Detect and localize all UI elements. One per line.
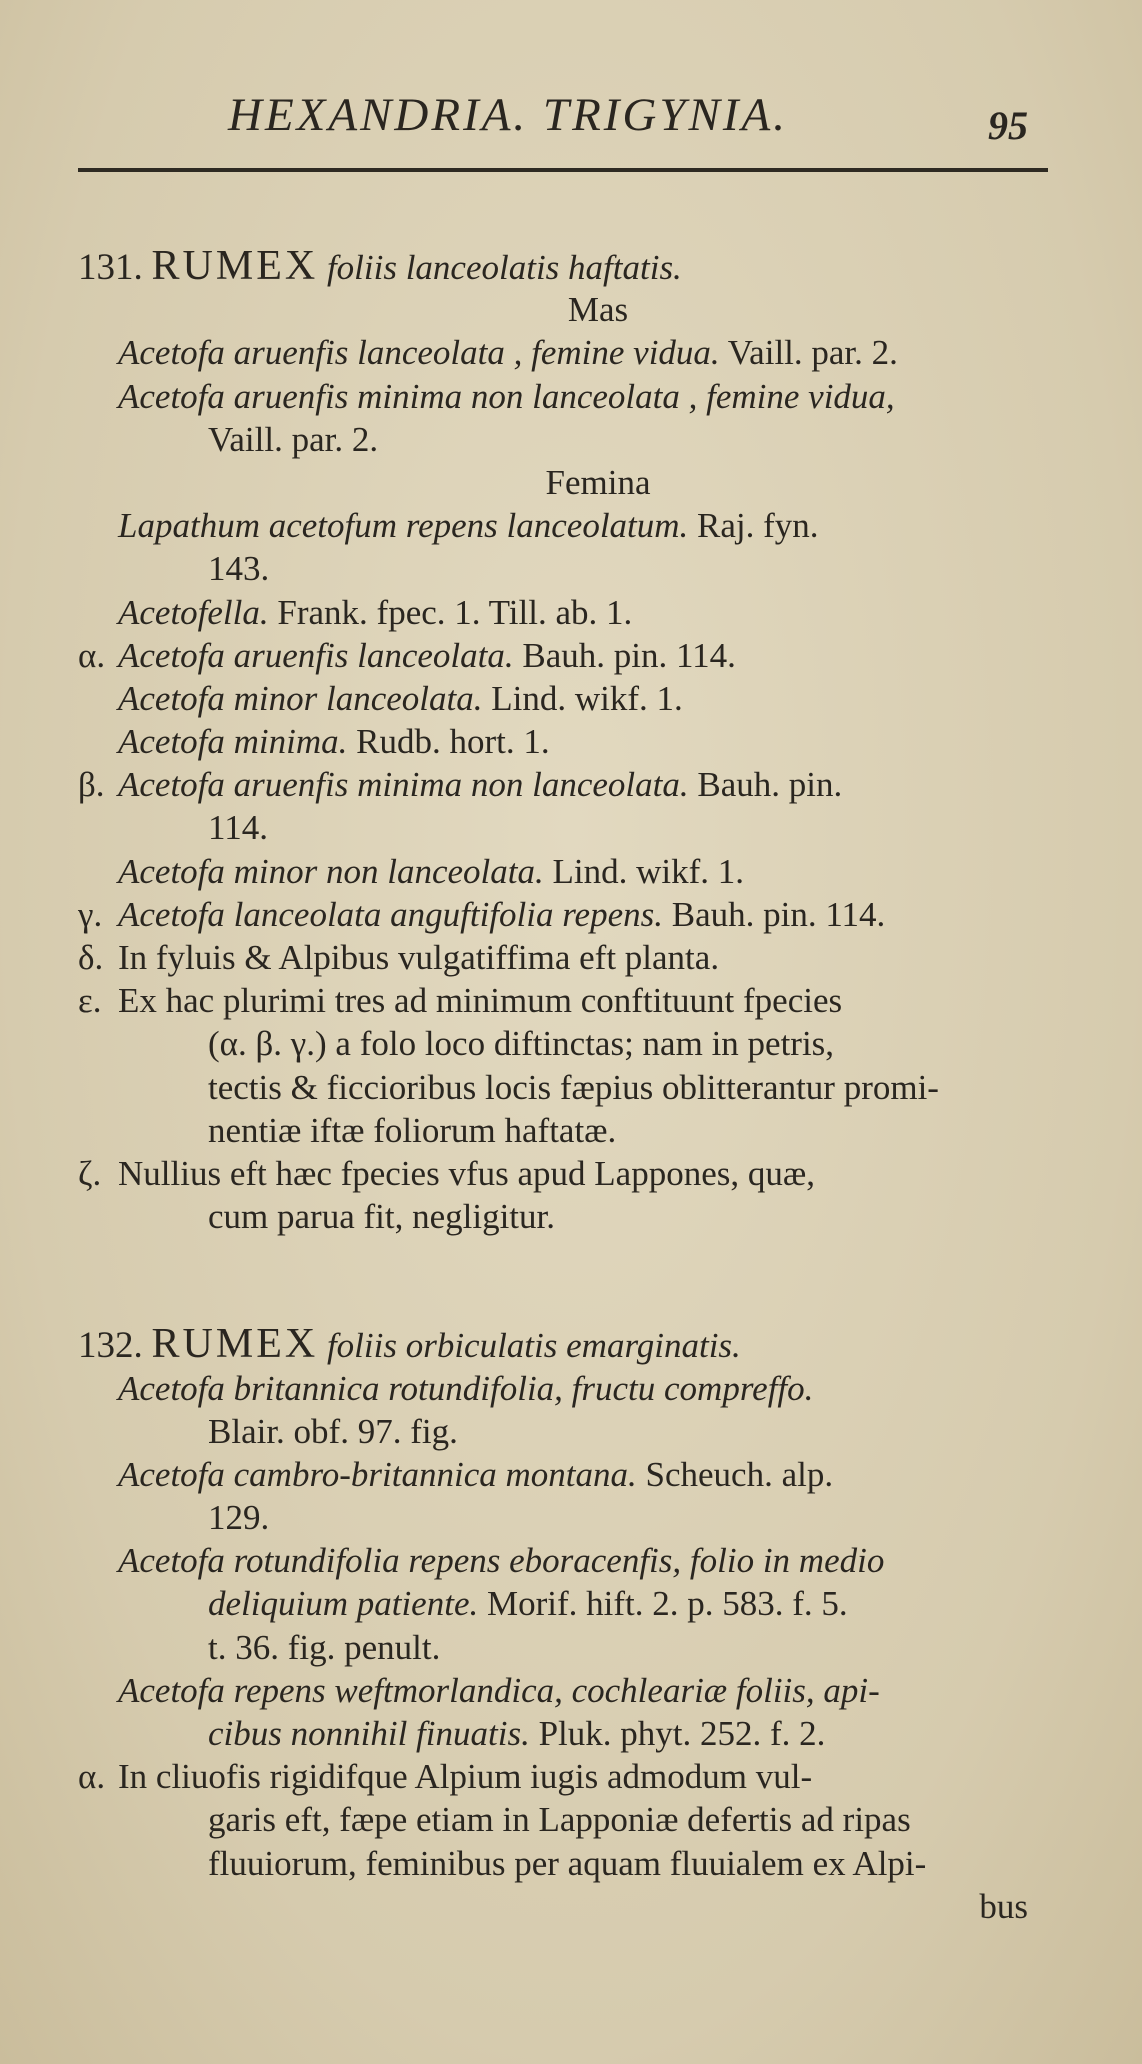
variety-marker: α. <box>78 635 106 675</box>
variety-marker: γ. <box>78 894 103 934</box>
synonym-line <box>78 677 1058 720</box>
citation: Bauh. pin. <box>688 765 843 805</box>
genus-name: RUMEX <box>151 1321 319 1368</box>
diagnosis: foliis lanceolatis haftatis. <box>326 248 682 287</box>
citation: Frank. fpec. 1. Till. ab. 1. <box>268 592 633 632</box>
synonym-line <box>78 1453 1058 1496</box>
synonym-line <box>78 936 1058 979</box>
page-header <box>0 88 1142 158</box>
sex-heading <box>78 461 1058 504</box>
synonym-line <box>78 1539 1058 1582</box>
citation: In cliuofis rigidifque Alpium iugis admodum vul- <box>118 1757 813 1797</box>
continuation-line <box>78 1109 1058 1152</box>
sex-label: Femina <box>545 462 651 502</box>
citation: fluuiorum, feminibus per aquam fluuialem ex Alpi- <box>208 1843 927 1883</box>
synonym-line <box>78 763 1058 806</box>
synonym-name: Acetofa aruenfis minima non lanceolata , femine vidua, <box>118 376 895 416</box>
synonym-line <box>78 979 1058 1022</box>
citation: Ex hac plurimi tres ad minimum conftituunt fpecies <box>118 981 843 1021</box>
continuation-line <box>78 1798 1058 1841</box>
synonym-name: Acetofa repens weftmorlandica, cochleariæ foliis, api- <box>118 1670 880 1710</box>
continuation-line <box>78 1195 1058 1238</box>
entry-number: 132. <box>78 1325 143 1367</box>
page-number: 95 <box>988 103 1028 148</box>
citation: 114. <box>208 808 268 848</box>
synonym-line <box>78 850 1058 893</box>
citation: Lind. wikf. 1. <box>482 678 683 718</box>
synonym-name: Lapathum acetofum repens lanceolatum. <box>118 506 689 546</box>
synonym-name: Acetofella. <box>118 592 269 632</box>
synonym-line <box>78 1367 1058 1410</box>
header-rule <box>78 168 1048 172</box>
synonym-line <box>78 893 1058 936</box>
continuation-line <box>78 1582 1058 1625</box>
sex-heading <box>78 288 1058 331</box>
variety-marker: ζ. <box>78 1153 102 1193</box>
synonym-line <box>78 634 1058 677</box>
synonym-name: Acetofa lanceolata anguftifolia repens. <box>118 894 663 934</box>
sex-label: Mas <box>567 290 629 330</box>
variety-marker: β. <box>78 765 105 805</box>
genus-name: RUMEX <box>151 243 319 289</box>
synonym-name: Acetofa aruenfis minima non lanceolata. <box>118 765 689 805</box>
citation: Vaill. par. 2. <box>719 333 898 373</box>
synonym-name: Acetofa minor lanceolata. <box>118 678 483 718</box>
catchword <box>78 1885 1058 1928</box>
catchword-text: bus <box>979 1886 1028 1926</box>
citation: Bauh. pin. 114. <box>513 635 736 675</box>
citation: 143. <box>208 549 270 589</box>
diagnosis: foliis orbiculatis emarginatis. <box>326 1326 741 1366</box>
synonym-name: Acetofa aruenfis lanceolata , femine vidua. <box>118 333 720 373</box>
citation: Nullius eft hæc fpecies vfus apud Lappones, quæ, <box>118 1153 815 1193</box>
citation: Vaill. par. 2. <box>208 419 379 459</box>
continuation-line <box>78 418 1058 461</box>
synonym-line <box>78 1669 1058 1712</box>
synonym-line <box>78 1152 1058 1195</box>
citation: Rudb. hort. 1. <box>347 722 550 762</box>
synonym-name: cibus nonnihil finuatis. <box>208 1714 530 1753</box>
citation: cum parua fit, negligitur. <box>208 1197 555 1237</box>
synonym-line <box>78 591 1058 634</box>
citation: garis eft, fæpe etiam in Lapponiæ defertis ad ripas <box>208 1800 911 1840</box>
entry-number: 131. <box>78 247 143 288</box>
citation: Bauh. pin. 114. <box>663 894 886 934</box>
synonym-line <box>78 1755 1058 1798</box>
variety-marker: α. <box>78 1757 106 1797</box>
synonym-name: Acetofa britannica rotundifolia, fructu compreffo. <box>118 1368 814 1408</box>
page-body <box>78 245 1058 1928</box>
continuation-line <box>78 1410 1058 1453</box>
citation: Pluk. phyt. 252. f. 2. <box>529 1714 826 1753</box>
citation: 129. <box>208 1498 270 1538</box>
continuation-line <box>78 1022 1058 1065</box>
continuation-line <box>78 1712 1058 1755</box>
synonym-name: Acetofa minima. <box>118 722 348 762</box>
citation: Blair. obf. 97. fig. <box>208 1411 458 1451</box>
synonym-line <box>78 375 1058 418</box>
citation: In fyluis & Alpibus vulgatiffima eft planta. <box>118 938 720 977</box>
entry-heading <box>78 1323 1058 1366</box>
citation: Lind. wikf. 1. <box>543 851 745 891</box>
entry-heading <box>78 245 1058 288</box>
continuation-line <box>78 806 1058 849</box>
continuation-line <box>78 1626 1058 1669</box>
citation: Scheuch. alp. <box>636 1454 834 1494</box>
synonym-line <box>78 720 1058 763</box>
entry-gap <box>78 1238 1058 1323</box>
citation: Raj. fyn. <box>688 506 819 546</box>
citation: Morif. hift. 2. p. 583. f. 5. <box>478 1584 848 1624</box>
synonym-name: deliquium patiente. <box>208 1584 479 1624</box>
variety-marker: δ. <box>78 938 104 977</box>
variety-marker: ε. <box>78 981 102 1021</box>
synonym-line <box>78 331 1058 374</box>
continuation-line <box>78 547 1058 590</box>
synonym-name: Acetofa minor non lanceolata. <box>118 851 544 891</box>
synonym-line <box>78 504 1058 547</box>
synonym-name: Acetofa aruenfis lanceolata. <box>118 635 514 675</box>
citation: t. 36. fig. penult. <box>208 1627 441 1667</box>
citation: (α. β. γ.) a folo loco diftinctas; nam in petris, <box>208 1024 835 1064</box>
citation: tectis & ficcioribus locis fæpius oblitterantur promi- <box>208 1067 939 1107</box>
citation: nentiæ iftæ foliorum haftatæ. <box>208 1110 617 1150</box>
continuation-line <box>78 1496 1058 1539</box>
continuation-line <box>78 1842 1058 1885</box>
running-title: HEXANDRIA. TRIGYNIA. <box>228 89 788 141</box>
synonym-name: Acetofa rotundifolia repens eboracenfis, folio in medio <box>118 1541 885 1581</box>
continuation-line <box>78 1066 1058 1109</box>
synonym-name: Acetofa cambro-britannica montana. <box>118 1454 637 1494</box>
